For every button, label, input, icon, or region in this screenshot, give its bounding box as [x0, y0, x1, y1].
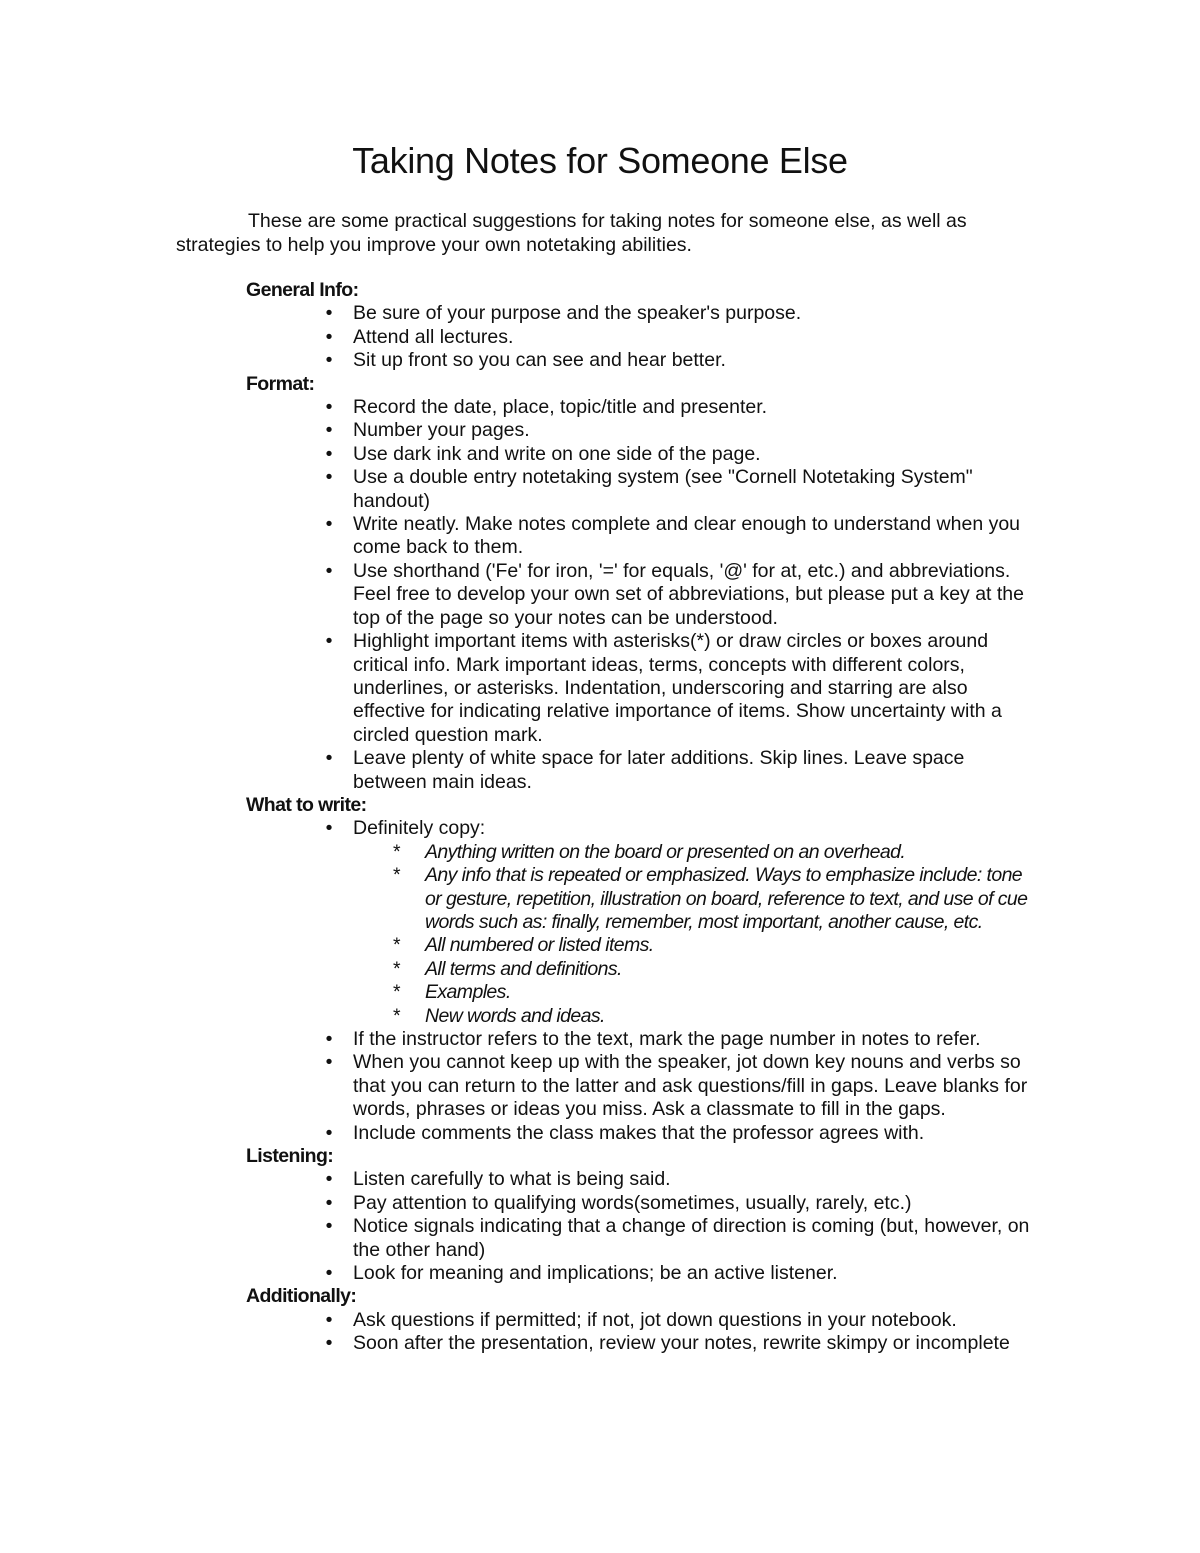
list-item: • Write neatly. Make notes complete and clear enough to understand when you come back to them.: [353, 513, 1036, 560]
bullet-icon: •: [325, 325, 333, 348]
list-item: • Use a double entry notetaking system (see "Cornell Notetaking System" handout): [353, 466, 1036, 513]
list-item: • Sit up front so you can see and hear better.: [353, 349, 1036, 372]
bullet-icon: •: [325, 747, 333, 770]
list-item: • Pay attention to qualifying words(sometimes, usually, rarely, etc.): [353, 1192, 1036, 1215]
bullet-icon: •: [325, 396, 333, 419]
bullet-icon: •: [325, 349, 333, 372]
sublist-item: * All terms and definitions.: [393, 957, 622, 980]
list-item: • If the instructor refers to the text, mark the page number in notes to refer.: [353, 1028, 1036, 1051]
sublist-item: * Examples.: [393, 981, 511, 1004]
list-item: • Notice signals indicating that a change of direction is coming (but, however, on the other hand): [353, 1215, 1036, 1262]
bullet-icon: •: [325, 1191, 333, 1214]
list-item: • Highlight important items with asterisks(*) or draw circles or boxes around critical info. Mark important ideas, terms, concepts with different colors, underlines, or asterisks. Indentation, underscoring and starring are also effective for indicating relative importance of items. Show uncertainty with a circled question mark.: [353, 630, 1036, 747]
sublist-item: * Any info that is repeated or emphasized. Ways to emphasize include: tone or gesture, repetition, illustration on board, reference to text, and use of cue words such as: finally, remember, most important, another cause, etc.: [393, 864, 1028, 933]
bullet-icon: •: [325, 559, 333, 582]
asterisk-icon: *: [393, 934, 400, 957]
bullet-icon: •: [325, 1262, 333, 1285]
page-title: Taking Notes for Someone Else: [352, 140, 848, 181]
additionally-list: [176, 1309, 1036, 1356]
asterisk-icon: *: [393, 1004, 400, 1027]
bullet-icon: •: [325, 817, 333, 840]
copy-sublist: [353, 841, 1036, 1028]
list-item: • Use shorthand ('Fe' for iron, '=' for equals, '@' for at, etc.) and abbreviations. Feel free to develop your own set of abbreviations, but please put a key at the top of the page so your notes can be understood.: [353, 560, 1036, 630]
section-heading-general-info: General Info:: [246, 279, 359, 301]
format-list: [176, 396, 1036, 794]
intro-paragraph: These are some practical suggestions for taking notes for someone else, as well as strategies to help you improve your own notetaking abilities.: [176, 210, 967, 256]
asterisk-icon: *: [393, 864, 400, 887]
section-heading-listening: Listening:: [246, 1145, 334, 1168]
sublist-item: * All numbered or listed items.: [393, 934, 654, 957]
list-item: • When you cannot keep up with the speaker, jot down key nouns and verbs so that you can return to the latter and ask questions/fill in gaps. Leave blanks for words, phrases or ideas you miss. Ask a classmate to fill in the gaps.: [353, 1051, 1036, 1121]
listening-list: [176, 1168, 1036, 1285]
document-body: [176, 279, 1036, 1356]
section-heading-additionally: Additionally:: [246, 1285, 357, 1308]
sublist-item: * Anything written on the board or presented on an overhead.: [393, 840, 906, 863]
bullet-icon: •: [325, 442, 333, 465]
what-to-write-list: [176, 817, 1036, 1145]
bullet-icon: •: [325, 1168, 333, 1191]
list-item: • Ask questions if permitted; if not, jot down questions in your notebook.: [353, 1309, 1036, 1332]
bullet-icon: •: [325, 1121, 333, 1144]
bullet-icon: •: [325, 419, 333, 442]
asterisk-icon: *: [393, 957, 400, 980]
bullet-icon: •: [325, 630, 333, 653]
list-item: • Soon after the presentation, review your notes, rewrite skimpy or incomplete: [353, 1332, 1036, 1355]
list-item: • Record the date, place, topic/title and presenter.: [353, 396, 1036, 419]
list-item: • Leave plenty of white space for later additions. Skip lines. Leave space between main ideas.: [353, 747, 1036, 794]
list-item: • Use dark ink and write on one side of the page.: [353, 443, 1036, 466]
list-item: • Be sure of your purpose and the speaker's purpose.: [353, 302, 1036, 325]
asterisk-icon: *: [393, 840, 400, 863]
bullet-icon: •: [325, 1051, 333, 1074]
bullet-icon: •: [325, 513, 333, 536]
list-item: • Number your pages.: [353, 419, 1036, 442]
general-info-list: [176, 302, 1036, 372]
section-heading-what-to-write: What to write:: [246, 793, 367, 816]
bullet-icon: •: [325, 1028, 333, 1050]
list-item: • Definitely copy: * Anything written on the board or presented on an overhead. * Any info that is repeated or emphasized. Ways to emphasize include: tone or gesture, repetition, illustration on board, reference to text, and use of cue words such as: finally, remember, most important, another cause, etc. * All numbered or listed items. * All terms and definitions. * Examples. * New words and ideas.: [353, 817, 1036, 1028]
sublist-item: * New words and ideas.: [393, 1004, 605, 1027]
bullet-icon: •: [325, 1308, 333, 1331]
bullet-icon: •: [325, 1215, 333, 1238]
bullet-icon: •: [325, 1332, 333, 1355]
section-heading-format: Format:: [246, 372, 315, 395]
list-item: • Listen carefully to what is being said.: [353, 1168, 1036, 1191]
list-item: • Attend all lectures.: [353, 326, 1036, 349]
asterisk-icon: *: [393, 981, 400, 1004]
bullet-icon: •: [325, 302, 333, 325]
list-item: • Include comments the class makes that the professor agrees with.: [353, 1122, 1036, 1145]
list-item: • Look for meaning and implications; be an active listener.: [353, 1262, 1036, 1285]
bullet-icon: •: [325, 466, 333, 489]
